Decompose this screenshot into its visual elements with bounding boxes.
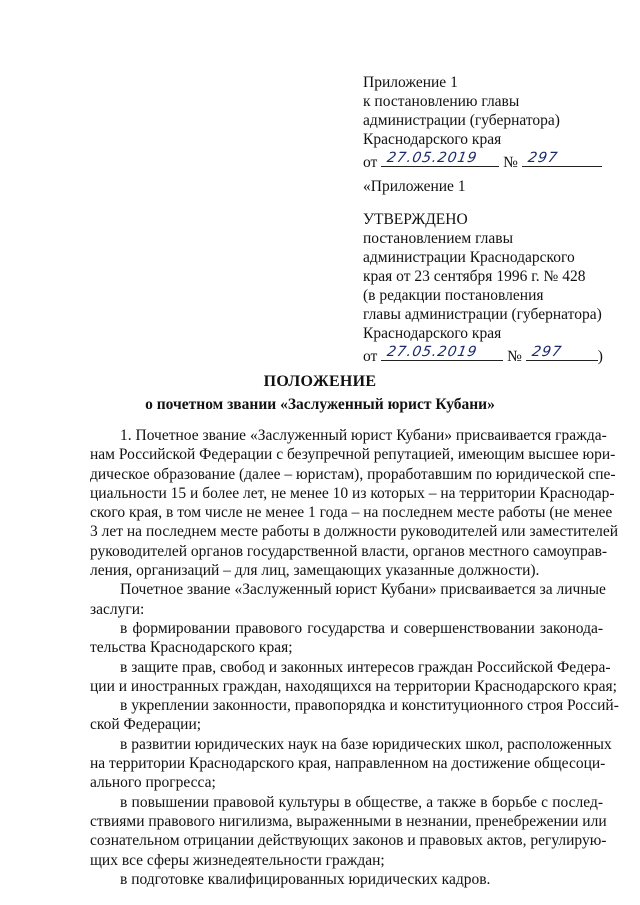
appendix-1-line: администрации (губернатора) (363, 112, 560, 129)
body-line: в подготовке квалифицированных юридических кадров. (120, 870, 491, 888)
body-line: в развитии юридических наук на базе юридических школ, расположенных (120, 735, 612, 753)
body-line: сознательном отрицании действующих законов и правовых актов, регулирую- (90, 832, 607, 850)
body-line: на территории Краснодарского края, направленном на достижение общесоци- (90, 755, 606, 773)
edition-line (363, 286, 603, 305)
approved-block (363, 210, 603, 366)
body-line: в защите прав, свобод и законных интересов граждан Российской Федера- (120, 658, 611, 676)
body-line: щих все сферы жизнедеятельности граждан; (90, 851, 385, 869)
body-line: тельства Краснодарского края; (90, 639, 293, 657)
document-subtitle: о почетном звании «Заслуженный юрист Кубани» (145, 396, 495, 413)
document-title: ПОЛОЖЕНИЕ (263, 373, 377, 390)
body-line: дическое образование (далее – юристам), проработавшим по юридической спе- (90, 465, 616, 483)
approved-line: Краснодарского края (363, 325, 502, 342)
document-body (90, 426, 619, 889)
appendix-1-line: Приложение 1 (363, 74, 458, 91)
body-line: ции и иностранных граждан, находящихся на территории Краснодарского края; (90, 677, 617, 695)
date-field (381, 343, 503, 361)
number-label: № (503, 154, 518, 171)
body-line: заслуги: (90, 600, 145, 618)
document-title-area (0, 372, 640, 415)
body-line: в повышении правовой культуры в обществе, а также в борьбе с послед- (120, 793, 603, 811)
approved-line: края от 23 сентября 1996 г. № 428 (363, 268, 586, 285)
approved-line: администрации Краснодарского (363, 249, 575, 266)
approved-date-line (363, 343, 603, 366)
number-field (522, 149, 602, 167)
appendix-1-date-line (363, 149, 603, 172)
edition-word: постановления (444, 287, 544, 304)
approved-heading: УТВЕРЖДЕНО (363, 211, 468, 228)
approved-line: главы администрации (губернатора) (363, 306, 602, 323)
from-label: от (363, 348, 378, 365)
approved-line: постановлением главы (363, 230, 513, 247)
body-line: в укреплении законности, правопорядка и конституционного строя Россий- (120, 697, 619, 715)
edition-word: редакции (379, 287, 441, 304)
body-line: ального прогресса; (90, 774, 216, 792)
edition-word: (в (363, 287, 376, 304)
appendix-1-line: к постановлению главы (363, 93, 520, 110)
body-line: нам Российской Федерации с безупречной репутацией, имеющим высшее юри- (90, 446, 616, 464)
handwritten-number: 297 (526, 150, 559, 166)
closing-paren: ) (597, 348, 603, 365)
from-label: от (363, 154, 378, 171)
number-field (526, 343, 598, 361)
appendix-2-text: «Приложение 1 (363, 178, 466, 195)
date-field (381, 149, 499, 167)
handwritten-date: 27.05.2019 (385, 344, 479, 360)
body-line: ского края, в том числе не менее 1 года – на последнем месте работы (не менее (90, 504, 613, 522)
body-line: ствиями правового нигилизма, выраженными в незнании, пренебрежении или (90, 812, 607, 830)
body-line: циальности 15 и более лет, не менее 10 из которых – на территории Краснодар- (90, 484, 615, 502)
body-line: Почетное звание «Заслуженный юрист Кубани» присваивается за личные (120, 581, 606, 599)
body-line: 3 лет на последнем месте работы в должности руководителей или заместителей (90, 523, 619, 541)
appendix-2-label (363, 177, 603, 196)
body-line: ской Федерации; (90, 716, 202, 734)
number-label: № (507, 348, 522, 365)
body-line: ления, организаций – для лиц, замещающих указанные должности). (90, 562, 540, 580)
handwritten-date: 27.05.2019 (385, 150, 479, 166)
appendix-1-header (363, 73, 603, 172)
body-line: 1. Почетное звание «Заслуженный юрист Кубани» присваивается гражда- (120, 427, 607, 444)
body-line: в формировании правового государства и совершенствовании законода- (120, 619, 603, 637)
body-line: руководителей органов государственной власти, органов местного самоуправ- (90, 542, 608, 560)
appendix-1-line: Краснодарского края (363, 131, 502, 148)
handwritten-number: 297 (530, 344, 563, 360)
